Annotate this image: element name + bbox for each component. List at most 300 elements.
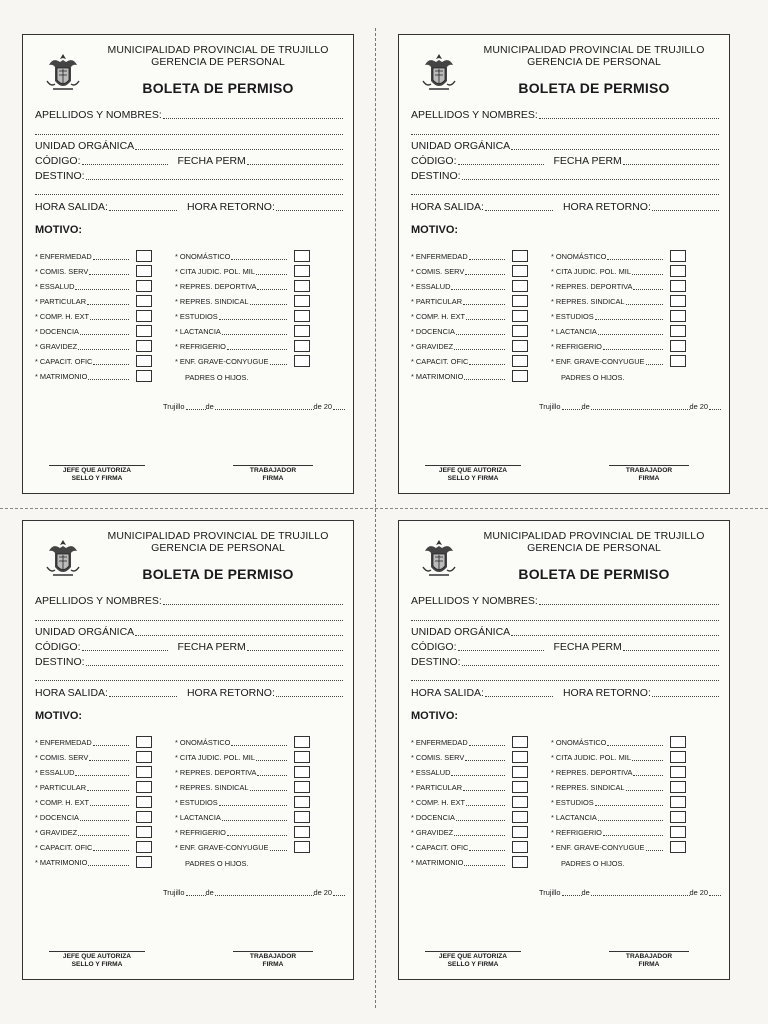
reason-left-item — [35, 370, 129, 383]
reason-right-item — [551, 736, 663, 749]
reason-right-checkbox[interactable] — [670, 766, 686, 778]
reason-label: * ONOMÁSTICO — [175, 738, 231, 747]
reason-right-checkbox[interactable] — [294, 751, 310, 763]
reason-left-item — [35, 826, 129, 839]
jefe-label: JEFE QUE AUTORIZA — [62, 953, 132, 960]
reason-left-item — [35, 325, 129, 338]
reason-right-item — [175, 796, 287, 809]
destino-field[interactable] — [411, 655, 719, 668]
reason-right-checkbox[interactable] — [294, 826, 310, 838]
permit-slip-top-left — [22, 34, 354, 494]
reason-right-checkbox[interactable] — [670, 751, 686, 763]
reason-right-checkbox[interactable] — [670, 781, 686, 793]
reason-right-checkbox[interactable] — [670, 826, 686, 838]
reason-right-item — [175, 781, 287, 794]
permit-slip-bottom-right — [398, 520, 730, 980]
apellidos-field-line2[interactable] — [411, 124, 719, 137]
reason-left-item — [35, 310, 129, 323]
reason-label: * COMP. H. EXT — [411, 798, 466, 807]
reason-left-item — [411, 295, 505, 308]
reason-label: * ENFERMEDAD — [35, 738, 92, 747]
motivo-label: MOTIVO: — [411, 224, 459, 236]
reason-label: * COMIS. SERV — [35, 267, 89, 276]
reason-label: * DOCENCIA — [35, 327, 79, 336]
form-title: BOLETA DE PERMISO — [142, 80, 294, 96]
reason-label: * GRAVIDEZ — [411, 828, 454, 837]
reason-left-checkbox[interactable] — [512, 856, 528, 868]
reason-left-checkbox[interactable] — [512, 250, 528, 262]
municipality-name: MUNICIPALIDAD PROVINCIAL DE TRUJILLO — [483, 530, 705, 542]
trabajador-signature[interactable] — [233, 465, 313, 483]
reason-left-checkbox[interactable] — [136, 325, 152, 337]
jefe-signature[interactable] — [49, 465, 145, 483]
reason-left-item — [35, 766, 129, 779]
reason-right-item — [551, 355, 663, 368]
reason-right-checkbox[interactable] — [670, 340, 686, 352]
date-year-prefix: de 20 — [689, 402, 708, 411]
municipal-crest-icon — [43, 51, 83, 95]
reason-left-item — [35, 340, 129, 353]
apellidos-field-line2[interactable] — [411, 610, 719, 623]
reason-right-item — [175, 325, 287, 338]
municipal-crest-icon — [43, 537, 83, 581]
destino-label: DESTINO: — [411, 170, 461, 182]
form-title: BOLETA DE PERMISO — [142, 566, 294, 582]
date-city: Trujillo — [163, 402, 185, 411]
reason-left-checkbox[interactable] — [512, 841, 528, 853]
reason-left-item — [411, 325, 505, 338]
reason-label: * PARTICULAR — [35, 783, 87, 792]
reason-right-checkbox[interactable] — [294, 325, 310, 337]
codigo-label: CÓDIGO: — [411, 155, 457, 167]
reason-right-checkbox[interactable] — [294, 265, 310, 277]
reason-left-item — [411, 796, 505, 809]
reason-left-checkbox[interactable] — [136, 340, 152, 352]
reason-left-item — [411, 355, 505, 368]
reason-left-checkbox[interactable] — [512, 295, 528, 307]
reason-label: * COMP. H. EXT — [35, 798, 90, 807]
reason-left-checkbox[interactable] — [512, 265, 528, 277]
reason-right-item — [551, 250, 663, 263]
reason-left-item — [411, 841, 505, 854]
reason-right-item — [551, 841, 663, 854]
reason-label: * ONOMÁSTICO — [551, 738, 607, 747]
reason-right-item — [551, 325, 663, 338]
hora-row[interactable] — [35, 200, 343, 213]
hora-salida-label: HORA SALIDA: — [35, 201, 108, 213]
municipality-name: MUNICIPALIDAD PROVINCIAL DE TRUJILLO — [107, 530, 329, 542]
reason-left-checkbox[interactable] — [136, 250, 152, 262]
apellidos-label: APELLIDOS Y NOMBRES: — [411, 595, 538, 607]
reason-label: * ESTUDIOS — [175, 312, 218, 321]
reason-label: * REPRES. DEPORTIVA — [175, 768, 257, 777]
reason-label: * MATRIMONIO — [35, 858, 88, 867]
reason-left-checkbox[interactable] — [512, 781, 528, 793]
reason-label: * ENF. GRAVE-CONYUGUE — [175, 357, 269, 366]
reason-label: * REPRES. DEPORTIVA — [175, 282, 257, 291]
destino-field-line2[interactable] — [35, 184, 343, 197]
date-city: Trujillo — [539, 402, 561, 411]
reason-label: * CAPACIT. OFIC — [411, 843, 469, 852]
reason-left-checkbox[interactable] — [512, 355, 528, 367]
padres-hijos-note: PADRES O HIJOS. — [185, 373, 249, 382]
reason-label: * ONOMÁSTICO — [175, 252, 231, 261]
reason-label: * MATRIMONIO — [411, 372, 464, 381]
reason-left-item — [411, 250, 505, 263]
reason-right-checkbox[interactable] — [670, 250, 686, 262]
jefe-sublabel: SELLO Y FIRMA — [71, 475, 123, 482]
reason-right-item — [175, 826, 287, 839]
reason-right-checkbox[interactable] — [670, 796, 686, 808]
reason-label: * LACTANCIA — [175, 327, 221, 336]
reason-left-checkbox[interactable] — [512, 811, 528, 823]
reason-right-checkbox[interactable] — [294, 841, 310, 853]
reason-left-item — [411, 766, 505, 779]
reason-left-checkbox[interactable] — [136, 265, 152, 277]
reason-label: * REFRIGERIO — [175, 828, 226, 837]
reason-label: * ESSALUD — [35, 282, 75, 291]
reason-label: * REPRES. DEPORTIVA — [551, 768, 633, 777]
reason-right-checkbox[interactable] — [294, 811, 310, 823]
reason-left-checkbox[interactable] — [136, 841, 152, 853]
motivo-label: MOTIVO: — [35, 710, 83, 722]
reason-right-checkbox[interactable] — [670, 295, 686, 307]
hora-retorno-label: HORA RETORNO: — [562, 687, 651, 699]
date-line[interactable] — [539, 887, 721, 897]
hora-salida-label: HORA SALIDA: — [35, 687, 108, 699]
reason-right-checkbox[interactable] — [294, 250, 310, 262]
reason-right-checkbox[interactable] — [294, 340, 310, 352]
reason-right-item — [175, 250, 287, 263]
reason-left-checkbox[interactable] — [512, 370, 528, 382]
reason-right-item — [551, 796, 663, 809]
apellidos-field[interactable] — [35, 594, 343, 607]
municipality-name: MUNICIPALIDAD PROVINCIAL DE TRUJILLO — [107, 44, 329, 56]
apellidos-field-line2[interactable] — [35, 124, 343, 137]
reason-label: * PARTICULAR — [411, 297, 463, 306]
jefe-sublabel: SELLO Y FIRMA — [447, 961, 499, 968]
reason-left-item — [35, 280, 129, 293]
date-line[interactable] — [163, 887, 345, 897]
apellidos-label: APELLIDOS Y NOMBRES: — [35, 595, 162, 607]
reason-label: * CITA JUDIC. POL. MIL — [175, 753, 255, 762]
reason-right-item — [551, 781, 663, 794]
jefe-sublabel: SELLO Y FIRMA — [71, 961, 123, 968]
trabajador-sublabel: FIRMA — [262, 475, 284, 482]
reason-label: * DOCENCIA — [35, 813, 79, 822]
destino-field[interactable] — [35, 169, 343, 182]
reason-left-checkbox[interactable] — [136, 826, 152, 838]
reason-right-checkbox[interactable] — [670, 841, 686, 853]
codigo-fecha-row[interactable] — [35, 154, 343, 167]
reason-right-checkbox[interactable] — [670, 355, 686, 367]
reason-left-item — [35, 355, 129, 368]
reason-right-item — [175, 841, 287, 854]
reason-label: * GRAVIDEZ — [411, 342, 454, 351]
reason-left-checkbox[interactable] — [136, 811, 152, 823]
reason-label: * ESTUDIOS — [551, 312, 594, 321]
hora-row[interactable] — [411, 686, 719, 699]
unidad-label: UNIDAD ORGÁNICA — [35, 626, 135, 638]
hora-salida-label: HORA SALIDA: — [411, 201, 484, 213]
reason-left-checkbox[interactable] — [512, 826, 528, 838]
apellidos-field[interactable] — [35, 108, 343, 121]
reason-label: * CITA JUDIC. POL. MIL — [175, 267, 255, 276]
reason-label: * REFRIGERIO — [551, 828, 602, 837]
reason-right-item — [551, 811, 663, 824]
reason-label: * ENF. GRAVE-CONYUGUE — [551, 843, 645, 852]
reason-label: * GRAVIDEZ — [35, 342, 78, 351]
date-de: de — [581, 888, 590, 897]
trabajador-signature[interactable] — [233, 951, 313, 969]
reason-left-item — [35, 736, 129, 749]
trabajador-sublabel: FIRMA — [262, 961, 284, 968]
reason-right-checkbox[interactable] — [294, 736, 310, 748]
reason-right-checkbox[interactable] — [294, 310, 310, 322]
reason-left-checkbox[interactable] — [136, 766, 152, 778]
reason-left-checkbox[interactable] — [136, 295, 152, 307]
reason-label: * GRAVIDEZ — [35, 828, 78, 837]
reason-right-checkbox[interactable] — [670, 736, 686, 748]
date-line[interactable] — [163, 401, 345, 411]
date-city: Trujillo — [539, 888, 561, 897]
reason-label: * ESSALUD — [411, 768, 451, 777]
destino-field-line2[interactable] — [35, 670, 343, 683]
reason-left-item — [411, 856, 505, 869]
reason-label: * REFRIGERIO — [175, 342, 226, 351]
reason-label: * PARTICULAR — [411, 783, 463, 792]
reason-right-item — [175, 811, 287, 824]
reason-label: * DOCENCIA — [411, 327, 455, 336]
destino-label: DESTINO: — [35, 170, 85, 182]
municipal-crest-icon — [419, 51, 459, 95]
date-city: Trujillo — [163, 888, 185, 897]
unidad-label: UNIDAD ORGÁNICA — [35, 140, 135, 152]
apellidos-field[interactable] — [411, 108, 719, 121]
reason-label: * ENF. GRAVE-CONYUGUE — [175, 843, 269, 852]
jefe-signature[interactable] — [425, 951, 521, 969]
reason-right-item — [175, 766, 287, 779]
codigo-label: CÓDIGO: — [411, 641, 457, 653]
reason-left-checkbox[interactable] — [512, 340, 528, 352]
hora-retorno-label: HORA RETORNO: — [562, 201, 651, 213]
destino-label: DESTINO: — [411, 656, 461, 668]
apellidos-label: APELLIDOS Y NOMBRES: — [35, 109, 162, 121]
motivo-label: MOTIVO: — [411, 710, 459, 722]
reason-right-checkbox[interactable] — [670, 265, 686, 277]
reason-right-checkbox[interactable] — [294, 781, 310, 793]
reason-right-checkbox[interactable] — [294, 796, 310, 808]
reason-label: * DOCENCIA — [411, 813, 455, 822]
reason-label: * REPRES. SINDICAL — [175, 297, 249, 306]
destino-field-line2[interactable] — [411, 184, 719, 197]
reason-left-item — [35, 841, 129, 854]
codigo-fecha-row[interactable] — [411, 640, 719, 653]
reason-label: * REPRES. SINDICAL — [551, 297, 625, 306]
reason-label: * MATRIMONIO — [411, 858, 464, 867]
trabajador-label: TRABAJADOR — [249, 467, 297, 474]
reason-label: * ESTUDIOS — [175, 798, 218, 807]
reason-label: * ENFERMEDAD — [411, 738, 468, 747]
reason-right-item — [551, 751, 663, 764]
motivo-label: MOTIVO: — [35, 224, 83, 236]
reason-label: * CAPACIT. OFIC — [35, 843, 93, 852]
reason-label: * PARTICULAR — [35, 297, 87, 306]
reason-label: * COMP. H. EXT — [35, 312, 90, 321]
reason-right-checkbox[interactable] — [670, 280, 686, 292]
date-de: de — [205, 402, 214, 411]
reason-right-item — [551, 265, 663, 278]
department-name: GERENCIA DE PERSONAL — [527, 56, 661, 68]
reason-right-checkbox[interactable] — [670, 325, 686, 337]
reason-left-checkbox[interactable] — [512, 751, 528, 763]
reason-left-checkbox[interactable] — [136, 736, 152, 748]
reason-right-item — [551, 280, 663, 293]
reason-right-item — [175, 295, 287, 308]
apellidos-label: APELLIDOS Y NOMBRES: — [411, 109, 538, 121]
apellidos-field-line2[interactable] — [35, 610, 343, 623]
jefe-label: JEFE QUE AUTORIZA — [438, 953, 508, 960]
reason-left-checkbox[interactable] — [136, 781, 152, 793]
department-name: GERENCIA DE PERSONAL — [151, 56, 285, 68]
jefe-label: JEFE QUE AUTORIZA — [62, 467, 132, 474]
reason-left-checkbox[interactable] — [136, 355, 152, 367]
trabajador-label: TRABAJADOR — [625, 953, 673, 960]
permit-slip-top-right — [398, 34, 730, 494]
destino-label: DESTINO: — [35, 656, 85, 668]
codigo-fecha-row[interactable] — [411, 154, 719, 167]
reason-left-item — [411, 751, 505, 764]
reason-right-item — [175, 280, 287, 293]
reason-left-item — [35, 751, 129, 764]
reason-label: * ESSALUD — [35, 768, 75, 777]
jefe-signature[interactable] — [425, 465, 521, 483]
reason-left-checkbox[interactable] — [136, 796, 152, 808]
fecha-label: FECHA PERM — [177, 155, 246, 167]
trabajador-signature[interactable] — [609, 465, 689, 483]
vertical-cut-line — [375, 28, 376, 1008]
reason-right-checkbox[interactable] — [670, 811, 686, 823]
reason-right-checkbox[interactable] — [294, 355, 310, 367]
reason-left-item — [411, 826, 505, 839]
unidad-field[interactable] — [35, 625, 343, 638]
fecha-label: FECHA PERM — [177, 641, 246, 653]
reason-left-checkbox[interactable] — [136, 370, 152, 382]
reason-left-checkbox[interactable] — [136, 751, 152, 763]
codigo-label: CÓDIGO: — [35, 155, 81, 167]
jefe-label: JEFE QUE AUTORIZA — [438, 467, 508, 474]
reason-right-checkbox[interactable] — [670, 310, 686, 322]
reason-right-item — [551, 295, 663, 308]
date-line[interactable] — [539, 401, 721, 411]
date-year-prefix: de 20 — [689, 888, 708, 897]
reason-label: * ENFERMEDAD — [411, 252, 468, 261]
trabajador-sublabel: FIRMA — [638, 961, 660, 968]
trabajador-signature[interactable] — [609, 951, 689, 969]
reason-right-checkbox[interactable] — [294, 280, 310, 292]
reason-label: * ONOMÁSTICO — [551, 252, 607, 261]
reason-label: * COMIS. SERV — [411, 753, 465, 762]
reason-left-checkbox[interactable] — [136, 856, 152, 868]
reason-left-item — [35, 811, 129, 824]
unidad-label: UNIDAD ORGÁNICA — [411, 626, 511, 638]
fecha-label: FECHA PERM — [553, 641, 622, 653]
reason-left-checkbox[interactable] — [512, 310, 528, 322]
trabajador-label: TRABAJADOR — [625, 467, 673, 474]
hora-row[interactable] — [411, 200, 719, 213]
reason-left-checkbox[interactable] — [136, 280, 152, 292]
reason-right-item — [175, 265, 287, 278]
reason-left-item — [411, 310, 505, 323]
destino-field[interactable] — [411, 169, 719, 182]
reason-left-item — [35, 796, 129, 809]
jefe-signature[interactable] — [49, 951, 145, 969]
reason-right-checkbox[interactable] — [294, 766, 310, 778]
reason-left-checkbox[interactable] — [512, 736, 528, 748]
reason-label: * ENFERMEDAD — [35, 252, 92, 261]
date-year-prefix: de 20 — [313, 888, 332, 897]
reason-label: * LACTANCIA — [175, 813, 221, 822]
reason-right-item — [551, 340, 663, 353]
unidad-field[interactable] — [411, 625, 719, 638]
date-de: de — [581, 402, 590, 411]
form-title: BOLETA DE PERMISO — [518, 80, 670, 96]
reason-label: * CITA JUDIC. POL. MIL — [551, 267, 631, 276]
destino-field-line2[interactable] — [411, 670, 719, 683]
permit-slip-bottom-left — [22, 520, 354, 980]
reason-right-checkbox[interactable] — [294, 295, 310, 307]
reason-label: * CITA JUDIC. POL. MIL — [551, 753, 631, 762]
unidad-label: UNIDAD ORGÁNICA — [411, 140, 511, 152]
reason-label: * COMP. H. EXT — [411, 312, 466, 321]
codigo-label: CÓDIGO: — [35, 641, 81, 653]
reason-left-item — [411, 736, 505, 749]
reason-left-checkbox[interactable] — [512, 766, 528, 778]
reason-left-item — [411, 265, 505, 278]
unidad-field[interactable] — [35, 139, 343, 152]
hora-retorno-label: HORA RETORNO: — [186, 201, 275, 213]
reason-label: * LACTANCIA — [551, 327, 597, 336]
destino-field[interactable] — [35, 655, 343, 668]
trabajador-label: TRABAJADOR — [249, 953, 297, 960]
unidad-field[interactable] — [411, 139, 719, 152]
reason-left-item — [35, 295, 129, 308]
hora-row[interactable] — [35, 686, 343, 699]
reason-label: * CAPACIT. OFIC — [411, 357, 469, 366]
jefe-sublabel: SELLO Y FIRMA — [447, 475, 499, 482]
codigo-fecha-row[interactable] — [35, 640, 343, 653]
reason-left-checkbox[interactable] — [512, 325, 528, 337]
form-title: BOLETA DE PERMISO — [518, 566, 670, 582]
reason-left-item — [35, 250, 129, 263]
reason-left-checkbox[interactable] — [512, 280, 528, 292]
reason-label: * REPRES. SINDICAL — [175, 783, 249, 792]
reason-label: * CAPACIT. OFIC — [35, 357, 93, 366]
reason-label: * ENF. GRAVE-CONYUGUE — [551, 357, 645, 366]
apellidos-field[interactable] — [411, 594, 719, 607]
reason-label: * ESTUDIOS — [551, 798, 594, 807]
reason-left-item — [411, 280, 505, 293]
reason-left-checkbox[interactable] — [512, 796, 528, 808]
reason-left-checkbox[interactable] — [136, 310, 152, 322]
reason-label: * LACTANCIA — [551, 813, 597, 822]
reason-left-item — [411, 781, 505, 794]
department-name: GERENCIA DE PERSONAL — [527, 542, 661, 554]
reason-label: * REPRES. DEPORTIVA — [551, 282, 633, 291]
reason-left-item — [411, 340, 505, 353]
reason-right-item — [175, 355, 287, 368]
reason-left-item — [411, 811, 505, 824]
